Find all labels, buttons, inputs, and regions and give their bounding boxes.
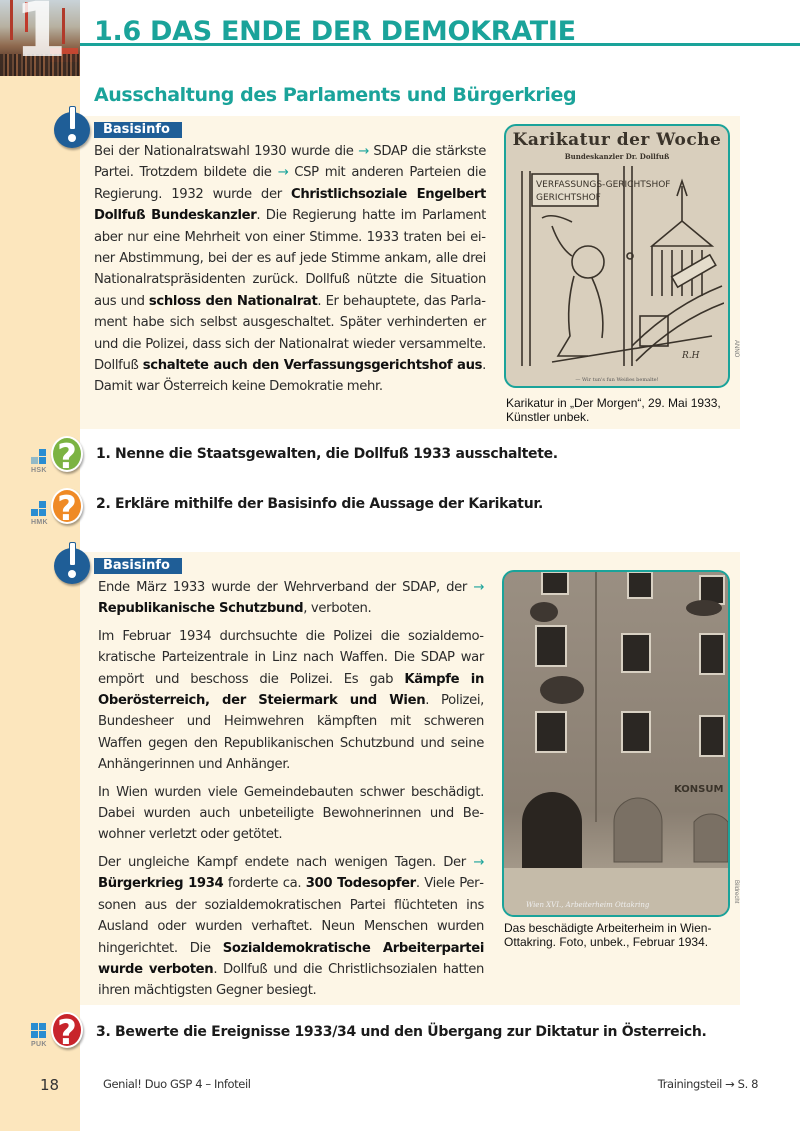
paragraph: Ende März 1933 wurde der Wehrverband der SDAP, der → Republikanische Schutzbund, verboten. [98, 580, 484, 617]
task-2: 2. Erkläre mithilfe der Basisinfo die Aussage der Karikatur. [96, 496, 543, 512]
cartoon-headline: Karikatur der Woche [512, 130, 722, 150]
image-credit: ANNO [733, 340, 739, 358]
question-icon: ? [51, 488, 83, 524]
competence-label: HSK [31, 467, 47, 474]
image-credit: Bildrecht [733, 880, 739, 904]
task-1: 1. Nenne die Staatsgewalten, die Dollfuß 1933 ausschaltete. [96, 446, 558, 462]
chapter-photo [0, 0, 80, 76]
task-3: 3. Bewerte die Ereignisse 1933/34 und den Übergang zur Diktatur in Österreich. [96, 1024, 707, 1040]
photo-caption: Das beschädigte Arbeiterheim in Wien-Ottakring. Foto, unbek., Februar 1934. [504, 921, 712, 949]
paragraph: Bei der Nationalratswahl 1930 wurde die → SDAP die stärkste Partei. Trotzdem bildete die → CSP mit anderen Parteien die Regierung. 1932 wurde der Christlichsoziale Engelbert Dollfuß Bundeskanzler. Die Regierung hatte im Parlament aber nur eine Mehrheit von einer Stimme. 1933 traten bei einer Abstimmung, bei der es auf jede Stimme ankam, alle drei Nationalratspräsidenten zurück. Dollfuß nützte die Situation aus und schloss den Nationalrat. Er behauptete, das Parlament habe sich selbst ausgeschaltet. Später verhinderten er und die Polizei, dass sich der Nationalrat wieder versammelte. Dollfuß schaltete auch den Verfassungsgerichtshof aus. Damit war Österreich keine Demokratie mehr. [94, 144, 486, 395]
paragraph: Der ungleiche Kampf endete nach wenigen Tagen. Der → Bürgerkrieg 1934 forderte ca. 300 Todesopfer. Viele Personen aus der sozialdemokratischen Partei flüchteten ins Ausland oder wurden verhaftet. Neun Menschen wurden hingerichtet. Die Sozialdemokratische Arbeiterpartei wurde verboten. Dollfuß und die Christlichsozialen hatten ihren mächtigsten Gegner besiegt. [98, 854, 484, 999]
photo-damaged-building [504, 572, 728, 915]
basisinfo-text [98, 577, 484, 1008]
arrow-link-icon: → [358, 144, 369, 159]
paragraph: In Wien wurden viele Gemeindebauten schwer beschädigt. Dabei wurden auch unbeteiligte Bewohnerinnen und Bewohner verletzt oder getötet. [98, 784, 484, 843]
flag-pole [10, 0, 13, 40]
competence-level-icon [31, 449, 47, 465]
svg-text:KONSUM: KONSUM [674, 784, 724, 795]
cartoon-caption: Karikatur in „Der Morgen“, 29. Mai 1933, Künstler unbek. [506, 396, 721, 424]
cartoon-footer-line: — Wir tun's fun Weißes bemalte! [575, 377, 659, 383]
cartoon-drawing [512, 166, 724, 374]
paragraph: Im Februar 1934 durchsuchte die Polizei die sozialdemokratische Parteizentrale in Linz nach Waffen. Die SDAP war empört und beschoss die Polizei. Es gab Kämpfe in Oberösterreich, der Steiermark und Wien. Polizei, Bundesheer und Heimwehren kämpften mit schweren Waffen gegen den Republikanischen Schutzbund und seine Anhängerinnen und Anhänger. [98, 628, 484, 773]
exclamation-icon [54, 112, 90, 148]
cartoon-subline: Bundeskanzler Dr. Dollfuß [564, 152, 670, 161]
question-icon: ? [51, 436, 83, 472]
footer-book-title: Genial! Duo GSP 4 – Infoteil [103, 1077, 251, 1091]
basisinfo-label: Basisinfo [94, 558, 182, 574]
svg-text:R.H: R.H [682, 351, 700, 361]
footer-reference-link[interactable]: Trainingsteil → S. 8 [657, 1077, 758, 1091]
question-icon: ? [51, 1012, 83, 1048]
chapter-number: 1 [14, 0, 65, 74]
page-number: 18 [40, 1076, 60, 1094]
competence-label: HMK [31, 519, 48, 526]
competence-label: PUK [31, 1041, 47, 1048]
arrow-link-icon: → [473, 854, 484, 870]
photo-inner-caption: Wien XVI., Arbeiterheim Ottakring [526, 901, 650, 909]
competence-level-icon [31, 501, 47, 517]
svg-text:GERICHTSHOF: GERICHTSHOF [536, 193, 601, 203]
exclamation-icon [54, 548, 90, 584]
basisinfo-label: Basisinfo [94, 122, 182, 138]
cartoon-image [504, 124, 730, 388]
photo-arbeiterheim [502, 570, 730, 917]
arrow-link-icon: → [277, 165, 289, 181]
competence-level-icon [31, 1023, 47, 1039]
page-title: 1.6 DAS ENDE DER DEMOKRATIE [94, 16, 576, 47]
basisinfo-text [94, 141, 486, 404]
section-title: Ausschaltung des Parlaments und Bürgerkrieg [94, 84, 577, 106]
page-title-bar [80, 14, 800, 46]
svg-text:VERFASSUNGS-GERICHTSHOF: VERFASSUNGS-GERICHTSHOF [536, 180, 671, 190]
arrow-link-icon: → [473, 580, 484, 595]
